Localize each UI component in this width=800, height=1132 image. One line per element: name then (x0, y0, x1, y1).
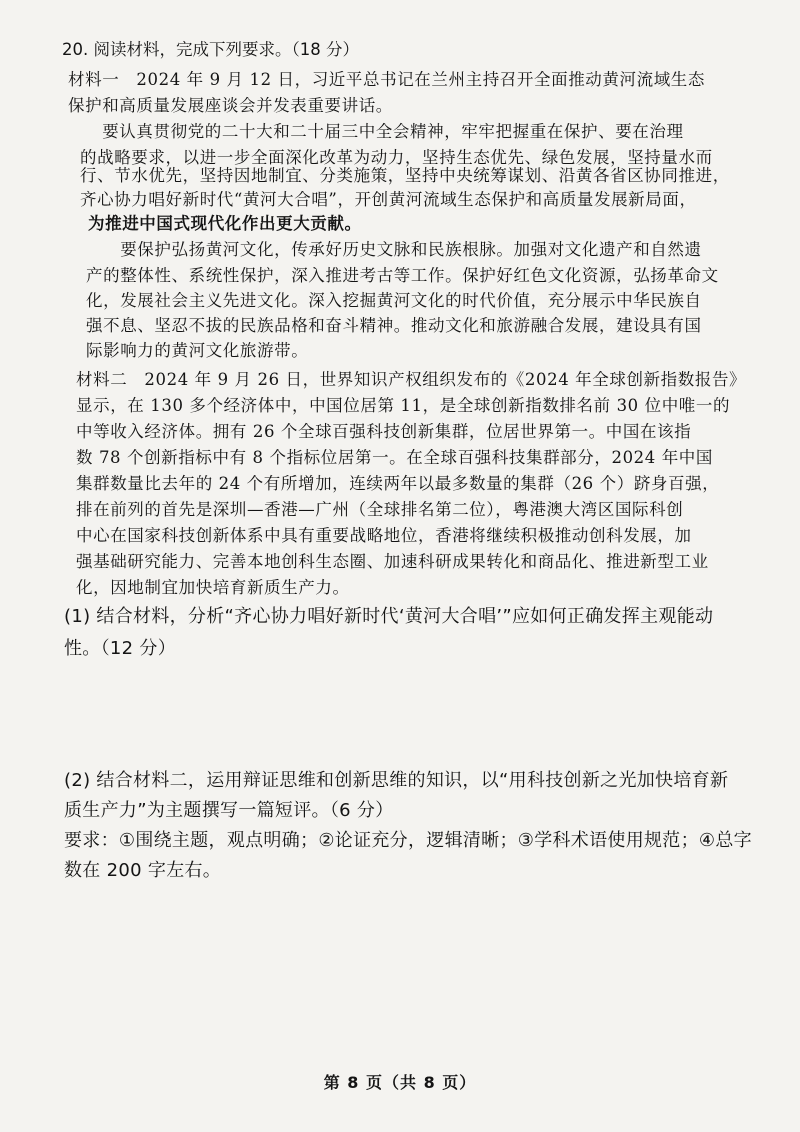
material-two-line: 中心在国家科技创新体系中具有重要战略地位，香港将继续积极推动创科发展，加 (76, 526, 692, 545)
material-two-line: 材料二 2024 年 9 月 26 日，世界知识产权组织发布的《2024 年全球创新指数报告》 (76, 370, 747, 389)
sub-question-2-requirements: 数在 200 字左右。 (64, 860, 222, 881)
material-two-line: 数 78 个创新指标中有 8 个指标位居第一。在全球百强科技集群部分，2024 年中国 (76, 448, 714, 467)
material-two-line: 集群数量比去年的 24 个有所增加，连续两年以最多数量的集群（26 个）跻身百强， (76, 474, 720, 493)
sub-question-2-requirements: 要求：①围绕主题，观点明确；②论证充分，逻辑清晰；③学科术语使用规范；④总字 (64, 830, 752, 851)
material-one-line: 强不息、坚忍不拔的民族品格和奋斗精神。推动文化和旅游融合发展，建设具有国 (86, 316, 702, 335)
material-two-line: 化，因地制宜加快培育新质生产力。 (76, 578, 350, 597)
sub-question-2-line: (2) 结合材料二，运用辩证思维和创新思维的知识，以“用科技创新之光加快培育新 (64, 770, 729, 791)
material-two-line: 显示，在 130 多个经济体中，中国位居第 11，是全球创新指数排名前 30 位中唯一的 (76, 396, 731, 415)
material-one-line: 保护和高质量发展座谈会并发表重要讲话。 (68, 96, 393, 115)
material-one-line: 化，发展社会主义先进文化。深入挖掘黄河文化的时代价值，充分展示中华民族自 (86, 291, 702, 310)
page-number: 第 8 页（共 8 页） (323, 1073, 477, 1092)
material-two-line: 排在前列的首先是深圳—香港—广州（全球排名第二位），粤港澳大湾区国际科创 (76, 500, 684, 519)
material-one-line: 齐心协力唱好新时代“黄河大合唱”，开创黄河流域生态保护和高质量发展新局面， (80, 190, 697, 209)
sub-question-1-line: (1) 结合材料，分析“齐心协力唱好新时代‘黄河大合唱’”应如何正确发挥主观能动 (64, 606, 714, 627)
material-one-line: 为推进中国式现代化作出更大贡献。 (88, 214, 362, 233)
material-one-line: 行、节水优先，坚持因地制宜、分类施策，坚持中央统筹谋划、沿黄各省区协同推进， (80, 166, 730, 185)
material-one-line: 材料一 2024 年 9 月 12 日，习近平总书记在兰州主持召开全面推动黄河流域生态 (68, 70, 706, 89)
material-one-line: 产的整体性、系统性保护，深入推进考古等工作。保护好红色文化资源，弘扬革命文 (86, 266, 719, 285)
sub-question-2-line: 质生产力”为主题撰写一篇短评。（6 分） (64, 800, 394, 821)
sub-question-1-line: 性。（12 分） (64, 638, 177, 659)
question-header: 20. 阅读材料，完成下列要求。（18 分） (62, 40, 359, 59)
material-one-line: 际影响力的黄河文化旅游带。 (86, 341, 309, 360)
material-one-line: 要认真贯彻党的二十大和二十届三中全会精神，牢牢把握重在保护、要在治理 (68, 122, 684, 141)
material-two-line: 强基础研究能力、完善本地创科生态圈、加速科研成果转化和商品化、推进新型工业 (76, 552, 709, 571)
material-one-line: 要保护弘扬黄河文化，传承好历史文脉和民族根脉。加强对文化遗产和自然遗 (86, 240, 702, 259)
material-two-line: 中等收入经济体。拥有 26 个全球百强科技创新集群，位居世界第一。中国在该指 (76, 422, 692, 441)
material-one-line: 的战略要求，以进一步全面深化改革为动力，坚持生态优先、绿色发展，坚持量水而 (80, 148, 713, 167)
